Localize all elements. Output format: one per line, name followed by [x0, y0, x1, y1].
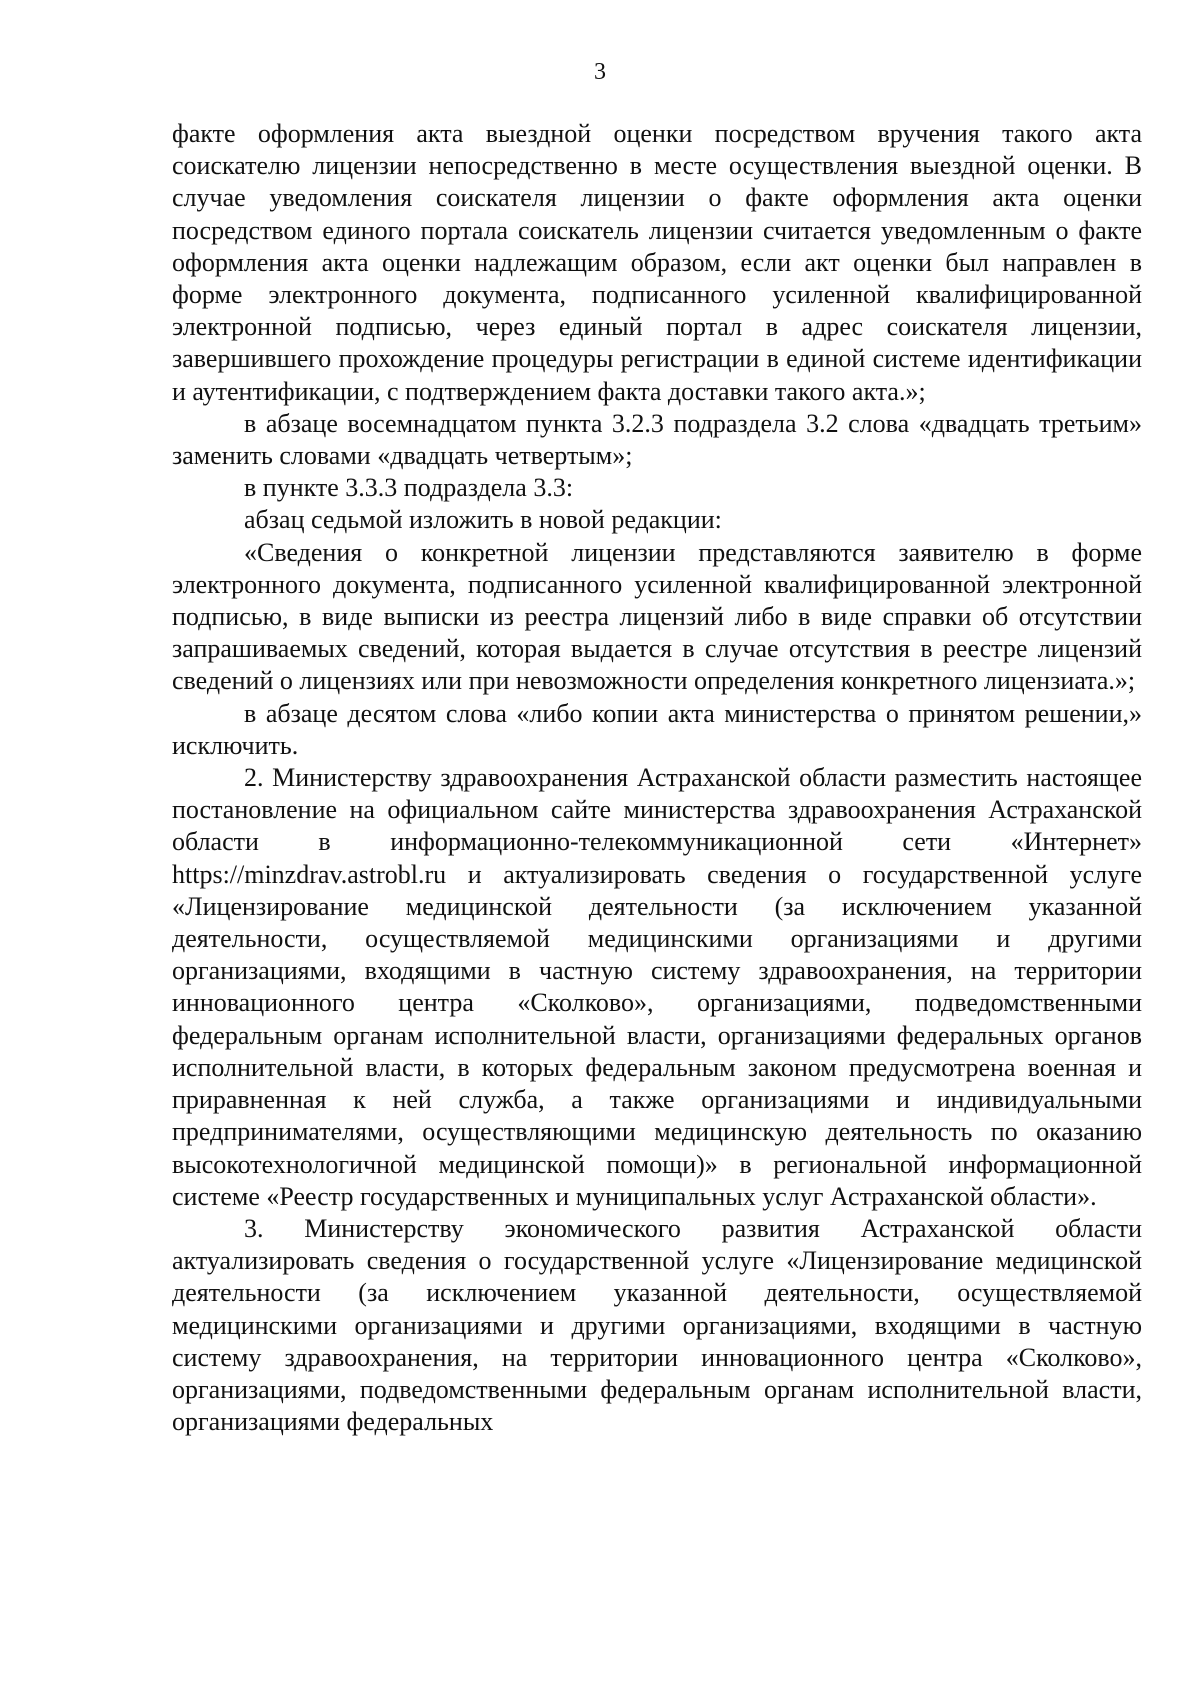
document-body — [172, 118, 1142, 1438]
paragraph-seventh-clause: абзац седьмой изложить в новой редакции: — [244, 505, 722, 535]
paragraph-tenth-clause: в абзаце десятом слова «либо копии акта министерства о принятом решении,» исключить. — [172, 698, 1142, 760]
paragraph-license-info: «Сведения о конкретной лицензии представляются заявителю в форме электронного документа, подписанного усиленной квалифицированной электронной подписью, в виде выписки из реестра лицензий либо в виде справки об отсутствии запрашиваемых сведений, которая выдается в случае отсутствия в реестре лицензий сведений о лицензиях или при невозможности определения конкретного лицензиата.»; — [172, 537, 1142, 696]
paragraph-item-3-economy-ministry: 3. Министерству экономического развития Астраханской области актуализировать сведения о государственной услуге «Лицензирование медицинской деятельности (за исключением указанной деятельности, осуществляемой медицинскими организациями и другими организациями, входящими в частную систему здравоохранения, на территории инновационного центра «Сколково», организациями, подведомственными федеральным органам исполнительной власти, организациями федеральных — [172, 1213, 1142, 1437]
paragraph-item-2-health-ministry: 2. Министерству здравоохранения Астраханской области разместить настоящее постановление на официальном сайте министерства здравоохранения Астраханской области в информационно-телекоммуникационной сети «Интернет» https://minzdrav.astrobl.ru и актуализировать сведения о государственной услуге «Лицензирование медицинской деятельности (за исключением указанной деятельности, осуществляемой медицинскими организациями и другими организациями, входящими в частную систему здравоохранения, на территории инновационного центра «Сколково», организациями, подведомственными федеральным органам исполнительной власти, организациями федеральных органов исполнительной власти, в которых федеральным законом предусмотрена военная и приравненная к ней служба, а также организациями и индивидуальными предпринимателями, осуществляющими медицинскую деятельность по оказанию высокотехнологичной медицинской помощи)» в региональной информационной системе «Реестр государственных и муниципальных услуг Астраханской области». — [172, 763, 1142, 1211]
paragraph-amendment-3-2-3: в абзаце восемнадцатом пункта 3.2.3 подраздела 3.2 слова «двадцать третьим» заменить словами «двадцать четвертым»; — [172, 408, 1142, 471]
page-number: 3 — [594, 59, 606, 85]
paragraph-item-3-3-3: в пункте 3.3.3 подраздела 3.3: — [244, 473, 574, 503]
paragraph-act-notification: факте оформления акта выездной оценки посредством вручения такого акта соискателю лицензии непосредственно в месте осуществления выездной оценки. В случае уведомления соискателя лицензии о факте оформления акта оценки посредством единого портала соискатель лицензии считается уведомленным о факте оформления акта оценки надлежащим образом, если акт оценки был направлен в форме электронного документа, подписанного усиленной квалифицированной электронной подписью, через единый портал в адрес соискателя лицензии, завершившего прохождение процедуры регистрации в единой системе идентификации и аутентификации, с подтверждением факта доставки такого акта.»; — [172, 119, 1142, 406]
